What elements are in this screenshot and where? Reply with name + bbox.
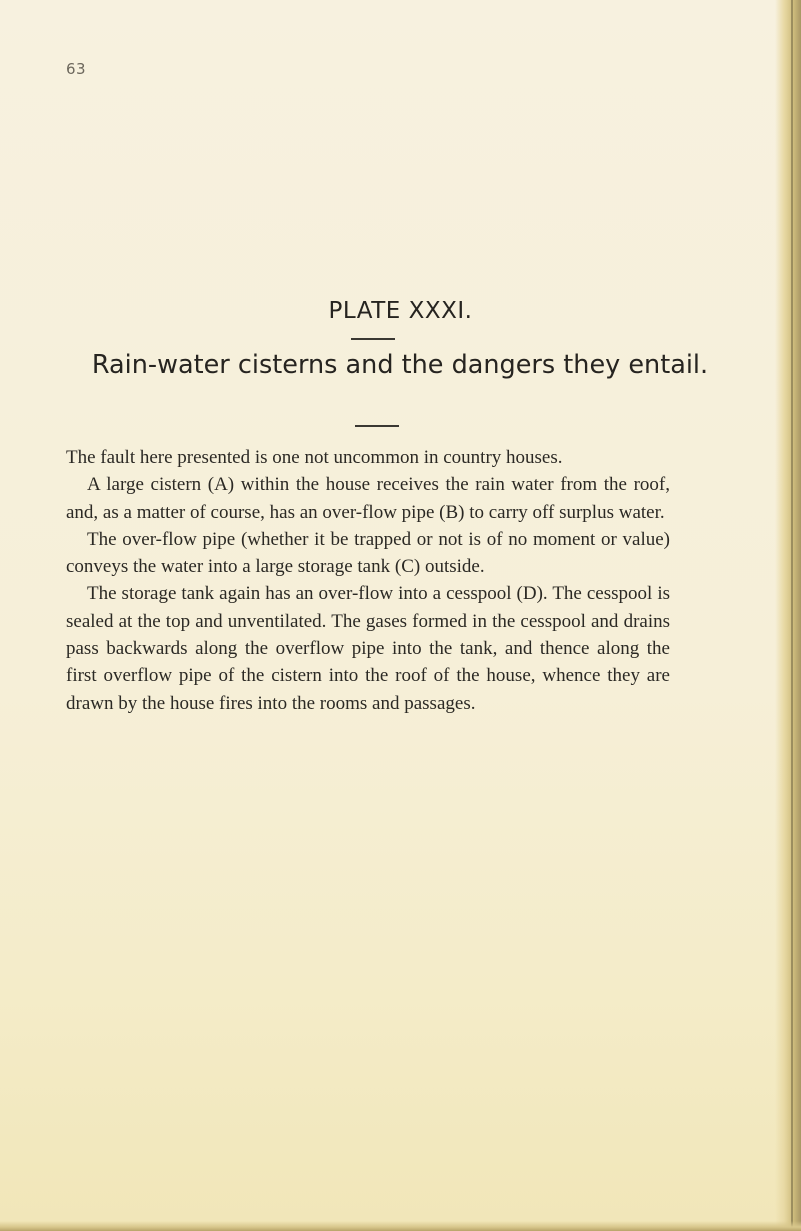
paragraph: The fault here presented is one not uncommon in country houses. [66,447,563,468]
paragraph: A large cistern (A) within the house receives the rain water from the roof, and, as a matter of course, has an over-flow pipe (B) to carry off surplus water. [66,474,670,523]
page-edge-line [791,0,793,1231]
paragraph: The storage tank again has an over-flow into a cesspool (D). The cesspool is sealed at the top and unventilated. The gases formed in the cesspool and drains pass backwards along the overflow pipe into the tank, and thence along the first overflow pipe of the cistern into the roof of the house, whence they are drawn by the house fires into the rooms and passages. [66,583,670,714]
plate-subtitle: Rain-water cisterns and the dangers they entail. [91,350,709,380]
title-divider [351,338,395,340]
page-edge-shadow [775,0,801,1231]
body-text [66,444,670,717]
subtitle-divider [355,425,399,427]
page-number: 63 [66,60,87,78]
page-bottom-edge [0,1221,801,1231]
paragraph: The over-flow pipe (whether it be trapped or not is of no moment or value) conveys the water into a large storage tank (C) outside. [66,528,670,578]
plate-title: PLATE XXXI. [328,298,473,324]
